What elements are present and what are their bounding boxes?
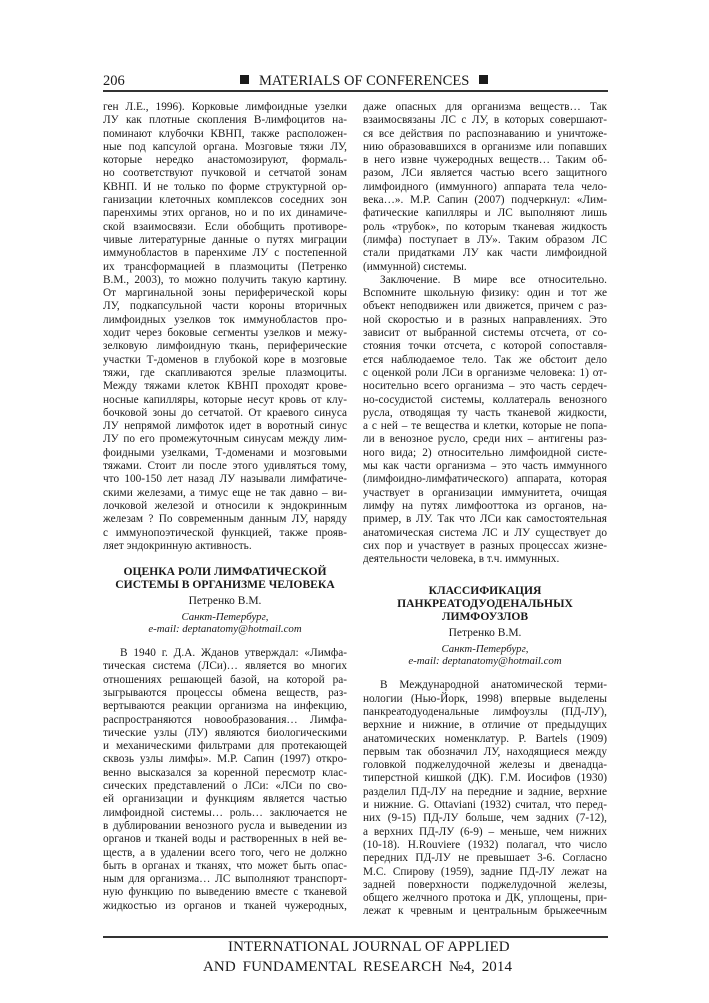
text-line: Заключение. В мире все относительно. [380,273,607,286]
text-line: участвует в организации иммунитета, очищая [363,486,607,499]
text-line: тическая система (ЛСи)… является во многих [103,660,347,673]
text-line: сих пор и участвует в разных процессах жизне- [363,539,607,552]
text-line: (10-18). H.Rouviere (1932) полагал, что число [363,838,607,851]
article-title [103,565,347,591]
text-line: ЛУ как плотные скопления В-лимфоцитов на- [103,114,347,127]
author-email: e-mail: deptanatomy@hotmail.com [148,623,302,636]
text-line: анатомическая система ЛС и ЛУ существует до [363,526,607,539]
text-line: стояния точки отсчета, с которой сопоставля- [363,340,607,353]
article-title [363,584,607,623]
text-line: зависит от выбранной системы отсчета, от со- [363,327,607,340]
text-line: которые нередко анастомозируют, формаль- [103,154,347,167]
text-line: ген Л.Е., 1996). Корковые лимфоидные узелки [103,101,347,113]
square-bullet-icon [240,75,249,84]
text-line: органов и тканей воды и растворенных в ней ве- [103,833,347,846]
text-line: передних ПД-ЛУ не превышает 3-6. Согласно [363,852,607,865]
text-line: что 100-150 лет назад ЛУ называли лимфатиче- [103,473,347,486]
text-line: распространяются новообразования… Лимфа- [103,713,347,726]
article-title-line: КЛАССИФИКАЦИЯ [428,584,542,598]
paragraph [103,647,347,913]
text-line: тяжами. Стоит ли после этого удивляться тому, [103,460,347,473]
text-line: фатические капилляры и ЛС выполняют лишь [363,207,607,220]
text-line: (иммунной) системы. [363,260,467,273]
text-line: в него извне чужеродных веществ… Таким об- [363,154,607,167]
author-email: e-mail: deptanatomy@hotmail.com [408,655,562,668]
text-line: ного вида; 2) относительно лимфоидной систе- [363,446,607,459]
text-line: сических представлений о ЛСи: «ЛСи по сво- [103,780,347,793]
text-line: лимфоидной системы… роль… заключается не [103,806,347,819]
text-line: нию образовавшихся в организме или попавших [363,140,607,153]
text-line: сквозь узлы лимфы». М.Р. Сапин (1997) откро- [103,753,347,766]
text-line: мы как части организма – это часть иммунного [363,460,607,473]
text-line: вертываются реакции организма на инфекцию, [103,700,347,713]
footer-rule [103,936,608,938]
text-line: первым так обозначил ЛУ, находящиеся между [363,745,607,758]
text-line: разом, ЛСи является частью всего защитного [363,167,607,180]
right-column [363,101,607,919]
text-line: фоидными узелками, Т-доменами и мозговыми [103,446,347,459]
text-line: их трансформацией в плазмоциты (Петренко [103,260,347,273]
article-author: Петренко В.М. [448,627,522,640]
text-line: жидкостью из органов и тканей чужеродных, [103,899,347,912]
text-line: но-сосудистой системы, коллатераль венозного [363,393,607,406]
text-line: и механическими фильтрами для протекающей [103,740,347,753]
text-line: паренхимы этих органов, но и по их динамиче- [103,207,347,220]
text-line: бочковой зоны до сетчатой. От краевого синуса [103,406,347,419]
running-header [230,73,490,90]
paragraph [103,101,347,553]
text-line: быть в органах и тканях, что может быть опас- [103,859,347,872]
text-line: ской взаимосвязи. Если обобщить противоре- [103,220,347,233]
running-title: MATERIALS OF CONFERENCES [259,73,470,89]
text-line: ЛУ по его промежуточным синусам между лим- [103,433,347,446]
text-line: панкреатодуоденальные лимфоузлы (ПД-ЛУ), [363,705,607,718]
text-line: (лимфоидно-лимфатического) аппарата, которая [363,473,607,486]
article-title-line: ПАНКРЕАТОДУОДЕНАЛЬНЫХ [397,597,573,611]
text-line: и нижние. G. Ottaviani (1932) считал, что перед- [363,799,607,812]
text-line: В.М., 2003), то можно получить такую картину. [103,273,347,286]
author-city: Санкт-Петербург, [181,611,269,624]
text-line: анатомических номенклатур. P. Bartels (1909) [363,732,607,745]
text-line: головкой поджелудочной железы и двенадца- [363,759,607,772]
text-line: но соответствуют пучковой и сетчатой зонам [103,167,347,180]
text-line: ной скоростью и в разных направлениях. Это [363,313,607,326]
text-line: верхние и нижние, в отличие от предыдущих [363,719,607,732]
left-column [103,101,347,913]
article-title-line: СИСТЕМЫ В ОРГАНИЗМЕ ЧЕЛОВЕКА [115,578,335,592]
text-line: взаимосвязаны ЛС с ЛУ, в которых совершают- [363,114,607,127]
text-line: ей организации и функциям является частью [103,793,347,806]
text-line: лимфоидных узелков ток иммунобластов про- [103,313,347,326]
text-line: а верхних ПД-ЛУ (6-9) – меньше, чем нижних [363,825,607,838]
text-line: них (9-15) ПД-ЛУ больше, чем задних (7-12), [363,812,607,825]
text-line: нологии (Нью-Йорк, 1998) впервые выделены [363,692,607,705]
text-line: ганизации клеточных комплексов соседних зон [103,194,347,207]
text-line: разделил ПД-ЛУ на передние и задние, верхние [363,785,607,798]
text-line: роль «трубок», по которым тканевая жидкость [363,220,607,233]
text-line: (лимфа) поступает в ЛУ». Таким образом ЛС [363,233,607,246]
text-line: ся все действия по распознаванию и уничтоже- [363,127,607,140]
text-line: ным для организма… ЛС выполняют транспорт- [103,873,347,886]
text-line: задней поверхности поджелудочной железы, [363,878,607,891]
paragraph [363,101,607,274]
paragraph [363,274,607,567]
text-line: ную функцию по выведению вместе с тканевой [103,886,347,899]
text-line: ЛУ, подкапсульной части короны вторичных [103,300,347,313]
text-line: носительно всего организма – это часть сердеч- [363,380,607,393]
text-line: а с ней – те вещества и клетки, которые не попа- [363,420,607,433]
article-heading [363,584,607,667]
article-title-line: ЛИМФОУЗЛОВ [441,610,529,624]
text-line: лимфоидного (иммунного) аппарата тела чело- [363,180,607,193]
text-line: лимфу на путях лимфооттока из органов, на- [363,499,607,512]
text-line: с иммунопоэтической функцией, также прояв- [103,526,347,539]
text-line: ществ, а в удалении всего того, чего не должно [103,846,347,859]
text-line: лежат к чревным и центральным брыжеечным [363,905,607,918]
text-line: участки Т-доменов в глубокой коре в мозговые [103,353,347,366]
text-line: ется наблюдаемое тело. Так же обстоит дело [363,353,607,366]
text-line: даже опасных для организма веществ… Так [363,101,607,113]
article-heading [103,565,347,635]
text-line: типерстной кишкой (ДК). Г.М. Иосифов (1930) [363,772,607,785]
text-line: чивые литературные данные о путях миграции [103,233,347,246]
text-line: века…». М.Р. Сапин (2007) подчеркнул: «Лим- [363,194,607,207]
text-line: деятельности человека, в т.ч. иммунных. [363,553,560,566]
text-line: тические узлы (ЛУ) являются биологическими [103,726,347,739]
journal-name-line-2: AND FUNDAMENTAL RESEARCH №4, 2014 [203,959,513,975]
text-line: железам ? По современным данным ЛУ, наряду [103,513,347,526]
text-line: тяжи, где скапливаются зрелые плазмоциты. [103,366,347,379]
text-line: русла, отводящая ту часть тканевой жидкости, [363,406,607,419]
journal-name-line-1: INTERNATIONAL JOURNAL OF APPLIED [228,939,510,955]
text-line: иммунобластов в паренхиме ЛУ с постепенной [103,247,347,260]
text-line: ходит через боковые сегменты узелков и межу- [103,327,347,340]
text-line: КВНП. И не только по форме структурной ор- [103,180,347,193]
article-author: Петренко В.М. [188,595,262,608]
paragraph [363,679,607,918]
author-city: Санкт-Петербург, [441,643,529,656]
text-line: с оценкой роли ЛСи в организме человека: 1) от- [363,366,607,379]
text-line: зелковую лимфоидную ткань, периферические [103,340,347,353]
text-line: В Международной анатомической терми- [380,679,607,692]
square-bullet-icon [479,75,488,84]
text-line: От маргинальной зоны периферической коры [103,287,347,300]
text-line: ные под капсулой органа. Мозговые тяжи ЛУ, [103,140,347,153]
text-line: ляет эндокринную активность. [103,539,252,552]
text-line: поминают клубочки КВНП, также расположен- [103,127,347,140]
text-line: зыгрываются процессы обмена веществ, раз- [103,686,347,699]
article-title-line: ОЦЕНКА РОЛИ ЛИМФАТИЧЕСКОЙ [123,565,327,579]
page-number: 206 [103,73,125,89]
text-line: носные капилляры, которые несут кровь от клу- [103,393,347,406]
text-line: лочковой железой и относили к эндокринным [103,499,347,512]
text-line: ЛУ непрямой лимфоток идет в воротный синус [103,420,347,433]
text-line: М.С. Спирову (1959), задние ПД-ЛУ лежат на [363,865,607,878]
text-line: ли в венозное русло, среди них – антигены раз- [363,433,607,446]
text-line: в дублировании венозного русла и выведении из [103,819,347,832]
text-line: общего желчного протока и ДК, уплощены, при- [363,892,607,905]
text-line: объект неподвижен или движется, причем с раз- [363,300,607,313]
text-line: отношениях решающей базой, на которой ра- [103,673,347,686]
text-line: Между тяжами клеток КВНП проходят крове- [103,380,347,393]
header-rule [103,90,608,92]
text-line: стали придатками ЛУ как части лимфоидной [363,247,607,260]
text-line: скими железами, а тимус еще не так давно – ви- [103,486,347,499]
text-line: В 1940 г. Д.А. Жданов утверждал: «Лимфа- [120,647,347,660]
text-line: Вспомните школьную физику: один и тот же [363,287,607,300]
text-line: венно высказался за коренной пересмотр клас- [103,766,347,779]
text-line: пример, в ЛУ. Так что ЛСи как самостоятельная [363,513,607,526]
